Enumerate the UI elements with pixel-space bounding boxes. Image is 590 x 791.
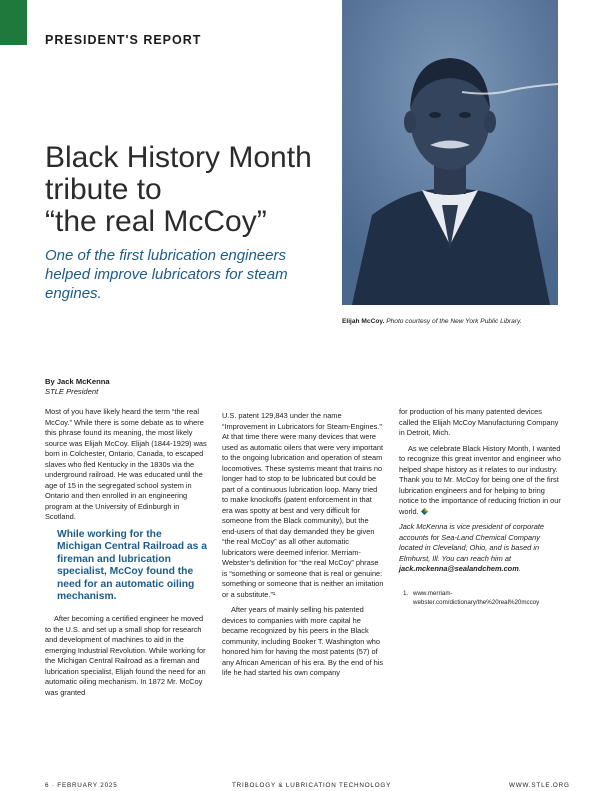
stle-leaf-icon xyxy=(421,508,428,515)
footer-page-date: 6 · FEBRUARY 2025 xyxy=(45,782,118,789)
article-title xyxy=(45,142,335,238)
footnote-number: 1. xyxy=(403,589,409,597)
article-deck: One of the first lubrication engineers helped improve lubricators for steam engines. xyxy=(45,247,288,302)
title-line-2: tribute to xyxy=(45,173,162,206)
bio-end: . xyxy=(518,564,521,573)
bio-email[interactable]: jack.mckenna@sealandchem.com xyxy=(399,564,519,573)
photo-caption xyxy=(342,317,572,326)
footer-publication: TRIBOLOGY & LUBRICATION TECHNOLOGY xyxy=(232,782,392,789)
elijah-mccoy-portrait xyxy=(342,0,558,305)
portrait-image xyxy=(342,0,558,305)
title-line-3: “the real McCoy” xyxy=(45,205,267,238)
paragraph: After years of mainly selling his patented devices to companies with more capital he became recognized by his peers in the Black community, including Booker T. Washington who honored him for having the most patents (57) of any African American of his era. By the end of his life he had started his own company xyxy=(222,605,384,677)
body-column-1 xyxy=(45,407,207,703)
body-column-3 xyxy=(399,407,561,607)
byline-role: STLE President xyxy=(45,387,99,396)
title-line-1: Black History Month xyxy=(45,141,312,174)
closing-text: As we celebrate Black History Month, I wanted to recognize this great inventor and engineer who helped shape history as it relates to our industry. Thank you to Mr. McCoy for being one of the first lubrication engineers and for helping to bring notice to the importance of reducing friction in our world. xyxy=(399,443,561,516)
paragraph: After becoming a certified engineer he moved to the U.S. and set up a small shop for research and development of machines to aid in the emerging Industrial Revolution. While working for the Michigan Central Railroad as a fireman and lubrication specialist, Elijah found the need for an automatic oiling mechanism. In 1872 Mr. McCoy was granted xyxy=(45,614,206,697)
pull-quote: While working for the Michigan Central Railroad as a fireman and lubrication specialist, McCoy found the need for an automatic oiling mechanism. xyxy=(57,528,207,603)
caption-name: Elijah McCoy. xyxy=(342,318,385,325)
author-bio xyxy=(399,522,561,575)
body-column-2 xyxy=(222,411,384,684)
caption-credit: Photo courtesy of the New York Public Library. xyxy=(386,318,522,325)
paragraph: for production of his many patented devices called the Elijah McCoy Manufacturing Company in Detroit, Mich. xyxy=(399,407,559,437)
paragraph: U.S. patent 129,843 under the name “Improvement in Lubricators for Steam-Engines.” At that time there were many devices that were used as automatic oilers that were very important to the ongoing lubrication and operation of steam locomotives. These systems meant that trains no longer had to stop to be lubricated but could be part of a continuous lubrication loop. Many tried to make knockoffs (patent enforcement in that era was spotty at best and very difficult for someone from the Black community), but the end-users of that day demanded they be given “the real McCoy” as all other automatic lubricators were deemed inferior. Merriam-Webster’s definition for “the real McCoy” phrase is “something or someone that is real or genuine: something or someone that is neither an imitation or a substitute.”¹ xyxy=(222,411,384,599)
bio-text: Jack McKenna is vice president of corporate accounts for Sea-Land Chemical Company located in Cleveland, Ohio, and is based in Elmhurst, Ill. You can reach him at xyxy=(399,522,545,563)
footnote-link[interactable]: www.merriam-webster.com/dictionary/the%20real%20mccoy xyxy=(413,589,540,606)
byline xyxy=(45,377,110,397)
paragraph: Most of you have likely heard the term “the real McCoy.” While there is some debate as to where this phrase found its meaning, the most likely source was Elijah McCoy. Elijah (1844-1929) was born in Colchester, Ontario, Canada, to escaped slaves who fled Kentucky in the 1830s via the underground railroad. He was educated until the age of 15 in the segregated school system in Ontario and then enrolled in an engineering program at the University of Edinburgh in Scotland. xyxy=(45,407,207,521)
footnote xyxy=(399,589,561,607)
footer-website[interactable]: WWW.STLE.ORG xyxy=(509,782,570,789)
section-color-tab xyxy=(0,0,27,45)
byline-author: By Jack McKenna xyxy=(45,377,110,386)
paragraph xyxy=(399,444,561,518)
section-label: PRESIDENT'S REPORT xyxy=(45,33,202,47)
